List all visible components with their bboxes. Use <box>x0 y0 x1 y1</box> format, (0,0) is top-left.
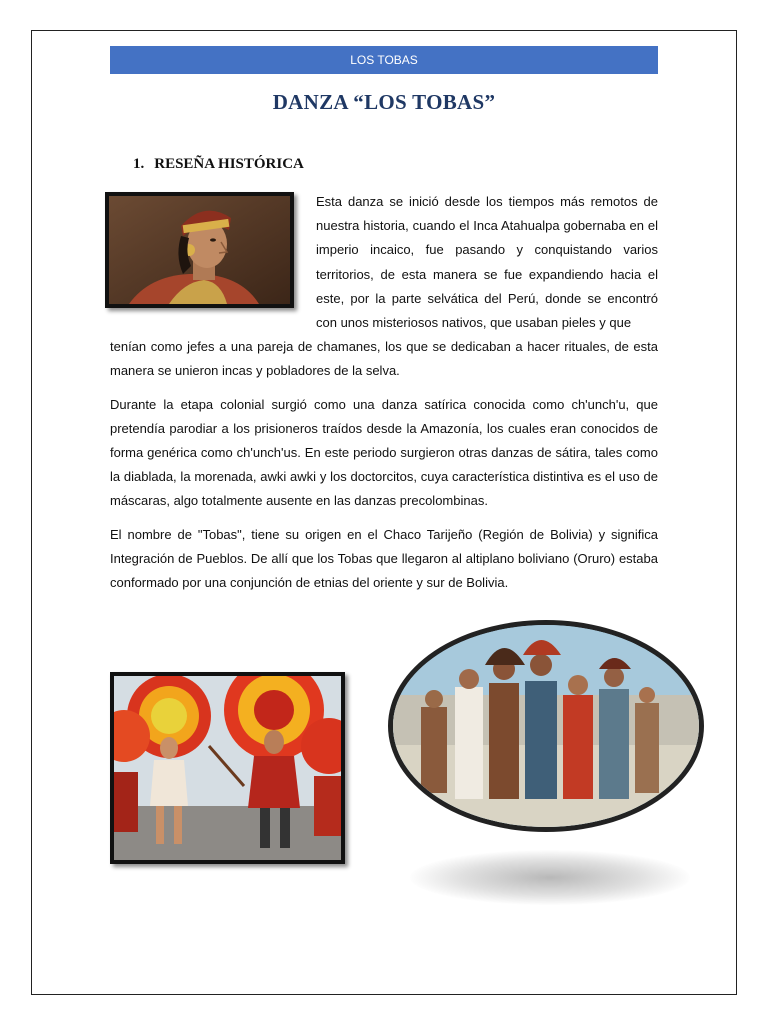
document-title: DANZA “LOS TOBAS” <box>272 90 496 114</box>
section-heading-text: RESEÑA HISTÓRICA <box>154 156 304 172</box>
oval-photo-shadow <box>410 850 690 905</box>
header-bar <box>110 46 658 74</box>
inca-portrait-image <box>105 192 294 308</box>
section-number: 1. <box>133 156 145 172</box>
section-heading <box>133 156 304 173</box>
paragraph-1-beside-image: Esta danza se inició desde los tiempos más remotos de nuestra historia, cuando el Inca Atahualpa gobernaba en el imperio incaico, fue pasando y conquistando varios territorios, de esta manera se fue expandiendo hacia el este, por la parte selvática del Perú, donde se encontró con unos misteriosos nativos, que usaban pieles y que <box>316 194 658 331</box>
dancers-photo-image <box>110 672 345 864</box>
header-bar-text: LOS TOBAS <box>350 53 418 67</box>
tobas-group-photo-image <box>388 620 704 832</box>
paragraph-3: El nombre de "Tobas", tiene su origen en el Chaco Tarijeño (Región de Bolivia) y significa Integración de Pueblos. De allí que los Tobas que llegaron al altiplano boliviano (Oruro) estaba conformado por una conjunción de etnias del oriente y sur de Bolivia. <box>110 527 658 590</box>
paragraph-2: Durante la etapa colonial surgió como una danza satírica conocida como ch'unch'u, que pretendía parodiar a los prisioneros traídos desde la Amazonía, los cuales eran conocidos de forma genérica como ch'unch'us. En este periodo surgieron otras danzas de sátira, tales como la diablada, la morenada, awki awki y los doctorcitos, cuya característica distintiva es el uso de máscaras, algo totalmente ausente en las danzas precolombinas. <box>110 397 658 508</box>
paragraph-1-continued: tenían como jefes a una pareja de chamanes, los que se dedicaban a hacer rituales, de esta manera se unieron incas y pobladores de la selva. <box>110 339 658 378</box>
